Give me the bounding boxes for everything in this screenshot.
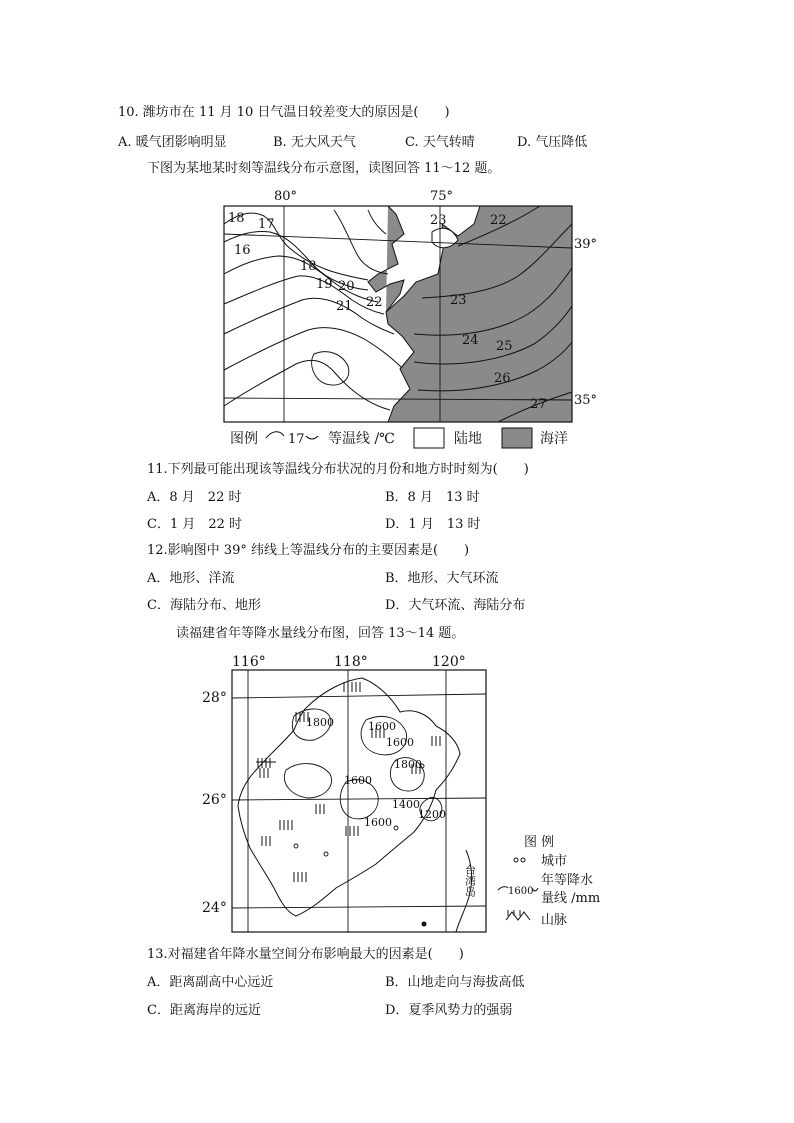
legend-land-text: 陆地 bbox=[454, 431, 482, 447]
lat-label-24: 24° bbox=[202, 900, 227, 916]
lon-label-116: 116° bbox=[232, 654, 266, 670]
q11-option-b: B．8 月 13 时 bbox=[385, 490, 480, 505]
isohyet-label: 1200 bbox=[418, 808, 446, 821]
legend-isotherm-text: 等温线 /℃ bbox=[328, 431, 395, 447]
isotherm-label: 22 bbox=[366, 295, 383, 310]
q13-option-b: B．山地走向与海拔高低 bbox=[385, 975, 525, 990]
q13-stem: 13.对福建省年降水量空间分布影响最大的因素是( ) bbox=[147, 947, 464, 962]
isotherm-label: 25 bbox=[496, 339, 513, 354]
q13-option-d: D．夏季风势力的强弱 bbox=[385, 1003, 513, 1018]
isotherm-label: 18 bbox=[300, 259, 317, 274]
q11-stem: 11.下列最可能出现该等温线分布状况的月份和地方时时刻为( ) bbox=[147, 462, 529, 477]
isohyet-label: 1600 bbox=[364, 816, 392, 829]
lon-label-118: 118° bbox=[334, 654, 368, 670]
isohyet-label: 1800 bbox=[394, 758, 422, 771]
isotherm-label: 23 bbox=[430, 213, 447, 228]
sea-area bbox=[386, 206, 572, 422]
isohyet-label: 1600 bbox=[386, 736, 414, 749]
q12-option-a: A．地形、洋流 bbox=[147, 571, 235, 586]
isotherm-label: 21 bbox=[336, 299, 353, 314]
legend-title: 图例 bbox=[230, 431, 258, 447]
isohyet-label: 1600 bbox=[368, 720, 396, 733]
q10-stem: 10. 潍坊市在 11 月 10 日气温日较差变大的原因是( ) bbox=[118, 105, 450, 120]
lon-label-120: 120° bbox=[432, 654, 466, 670]
q11-option-d: D．1 月 13 时 bbox=[385, 517, 481, 532]
q10-option-a: A. 暖气团影响明显 bbox=[118, 135, 227, 150]
lat-label-35: 35° bbox=[574, 393, 598, 408]
isotherm-label: 20 bbox=[338, 279, 355, 294]
legend-land-swatch bbox=[414, 428, 444, 448]
isohyet-label: 1800 bbox=[306, 716, 334, 729]
legend-mountain-text: 山脉 bbox=[541, 913, 568, 928]
isotherm-label: 22 bbox=[490, 213, 507, 228]
q12-option-c: C．海陆分布、地形 bbox=[147, 598, 261, 613]
lat-label-26: 26° bbox=[202, 792, 227, 808]
precipitation-map bbox=[196, 650, 616, 940]
isotherm-label: 16 bbox=[234, 243, 251, 258]
isotherm-label: 19 bbox=[316, 277, 333, 292]
q10-option-d: D. 气压降低 bbox=[517, 135, 588, 150]
isotherm-label: 17 bbox=[258, 217, 275, 232]
isotherm-label: 27 bbox=[530, 397, 547, 412]
q12-option-d: D．大气环流、海陆分布 bbox=[385, 598, 526, 613]
legend-sea-swatch bbox=[502, 428, 532, 448]
legend-isohyet-text-2: 量线 /mm bbox=[541, 891, 601, 906]
isohyet-label: 1600 bbox=[344, 774, 372, 787]
q10-option-c: C. 天气转晴 bbox=[405, 135, 475, 150]
intro-2: 读福建省年等降水量线分布图，回答 13～14 题。 bbox=[176, 626, 465, 641]
intro-1: 下图为某地某时刻等温线分布示意图，读图回答 11～12 题。 bbox=[147, 161, 501, 176]
isotherm-label: 18 bbox=[228, 211, 245, 226]
q12-option-b: B．地形、大气环流 bbox=[385, 571, 499, 586]
q13-option-a: A．距离副高中心远近 bbox=[147, 975, 274, 990]
legend2-title: 图 例 bbox=[524, 835, 555, 850]
q12-stem: 12.影响图中 39° 纬线上等温线分布的主要因素是( ) bbox=[147, 543, 470, 558]
q13-option-c: C．距离海岸的远近 bbox=[147, 1003, 261, 1018]
isotherm-label: 26 bbox=[494, 371, 511, 386]
isohyet-label: 1400 bbox=[392, 798, 420, 811]
legend-sea-text: 海洋 bbox=[540, 431, 568, 447]
legend-isohyet-sample: 1600 bbox=[508, 886, 534, 897]
isotherm-label: 23 bbox=[450, 293, 467, 308]
lat-label-39: 39° bbox=[574, 237, 598, 252]
fujian-outline bbox=[238, 678, 460, 916]
q11-option-c: C．1 月 22 时 bbox=[147, 517, 243, 532]
lon-label-75: 75° bbox=[430, 189, 454, 204]
q11-option-a: A．8 月 22 时 bbox=[147, 490, 242, 505]
isotherm-map bbox=[218, 184, 608, 454]
legend-isohyet-text-1: 年等降水 bbox=[541, 873, 594, 888]
lat-label-28: 28° bbox=[202, 690, 227, 706]
q10-option-b: B. 无大风天气 bbox=[273, 135, 356, 150]
legend-isotherm-sample: 17 bbox=[288, 432, 305, 447]
isotherm-label: 24 bbox=[462, 333, 479, 348]
lon-label-80: 80° bbox=[274, 189, 298, 204]
legend-city-text: 城市 bbox=[541, 854, 568, 869]
taiwan-label: 台湾岛 bbox=[463, 864, 477, 897]
